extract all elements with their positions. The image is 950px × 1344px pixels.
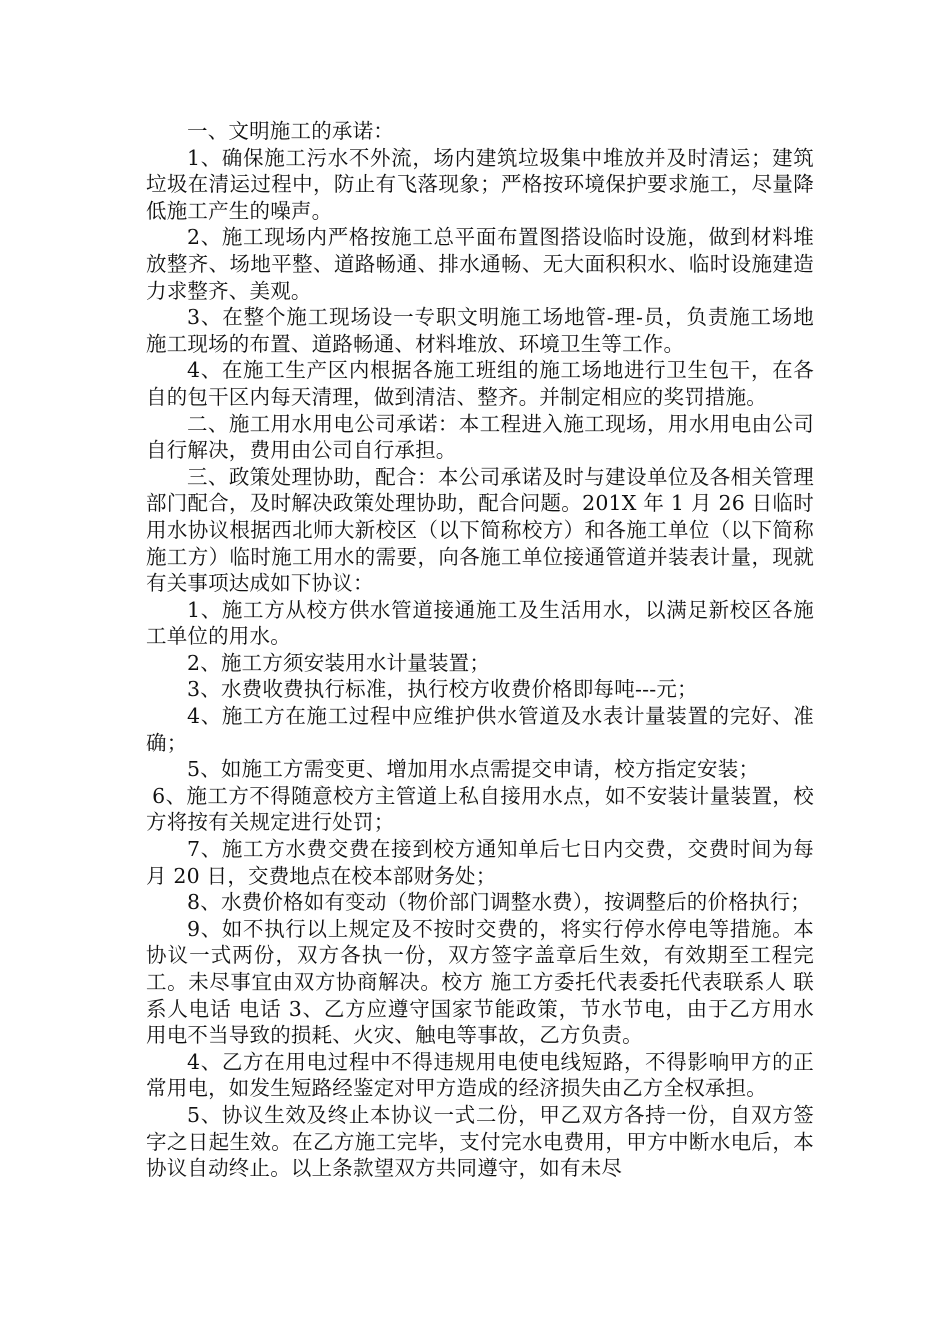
agreement-clause: 2、施工方须安装用水计量装置； — [187, 650, 491, 675]
agreement-clause: 1、施工方从校方供水管道接通施工及生活用水，以满足新校区各施工单位的用水。 — [146, 597, 814, 649]
paragraph: 3、在整个施工现场设一专职文明施工场地管-理-员，负责施工场地施工现场的布置、道路畅通、材料堆放、环境卫生等工作。 — [146, 305, 814, 356]
document-page — [146, 118, 814, 1182]
agreement-clause: 5、如施工方需变更、增加用水点需提交申请，校方指定安装； — [187, 757, 760, 782]
paragraph: 2、施工现场内严格按施工总平面布置图搭设临时设施，做到材料堆放整齐、场地平整、道路畅通、排水通畅、无大面积积水、临时设施建造力求整齐、美观。 — [146, 225, 814, 303]
agreement-clause: 7、施工方水费交费在接到校方通知单后七日内交费，交费时间为每月 20 日，交费地点在校本部财务处； — [146, 837, 814, 888]
paragraph: 4、在施工生产区内根据各施工班组的施工场地进行卫生包干，在各自的包干区内每天清理，做到清洁、整齐。并制定相应的奖罚措施。 — [146, 358, 814, 409]
agreement-clause: 9、如不执行以上规定及不按时交费的，将实行停水停电等措施。本协议一式两份，双方各执一份，双方签字盖章后生效，有效期至工程完工。未尽事宜由双方协商解决。校方 施工方委托代表委托代表联系人 联系人电话 电话 3、乙方应遵守国家节能政策，节水节电，由于乙方用水用电不当导致的损耗、火灾、触电等事故，乙方负责。 — [146, 916, 814, 1048]
section-heading-policy-assistance: 三、政策处理协助，配合：本公司承诺及时与建设单位及各相关管理部门配合，及时解决政策处理协助，配合问题。201X 年 1 月 26 日临时用水协议根据西北师大新校区（以下简称校方）和各施工单位（以下简称施工方）临时施工用水的需要，向各施工单位接通管道并装表计量，现就有关事项达成如下协议： — [146, 464, 814, 596]
agreement-clause: 6、施工方不得随意校方主管道上私自接用水点，如不安装计量装置，校方将按有关规定进行处罚； — [146, 783, 814, 835]
agreement-clause: 5、协议生效及终止本协议一式二份，甲乙双方各持一份，自双方签字之日起生效。在乙方施工完毕，支付完水电费用，甲方中断水电后，本协议自动终止。以上条款望双方共同遵守，如有未尽 — [146, 1102, 814, 1181]
section-heading-civilized-construction: 一、文明施工的承诺： — [187, 119, 394, 143]
agreement-clause: 8、水费价格如有变动（物价部门调整水费），按调整后的价格执行； — [187, 890, 811, 915]
agreement-clause: 3、水费收费执行标准，执行校方收费价格即每吨---元； — [187, 677, 698, 702]
section-heading-water-electricity: 二、施工用水用电公司承诺：本工程进入施工现场，用水用电由公司自行解决，费用由公司自行承担。 — [146, 411, 814, 463]
paragraph: 1、确保施工污水不外流，场内建筑垃圾集中堆放并及时清运；建筑垃圾在清运过程中，防止有飞落现象；严格按环境保护要求施工，尽量降低施工产生的噪声。 — [146, 145, 814, 223]
agreement-clause: 4、乙方在用电过程中不得违规用电使电线短路，不得影响甲方的正常用电，如发生短路经鉴定对甲方造成的经济损失由乙方全权承担。 — [146, 1049, 814, 1101]
agreement-clause: 4、施工方在施工过程中应维护供水管道及水表计量装置的完好、准确； — [146, 704, 814, 755]
